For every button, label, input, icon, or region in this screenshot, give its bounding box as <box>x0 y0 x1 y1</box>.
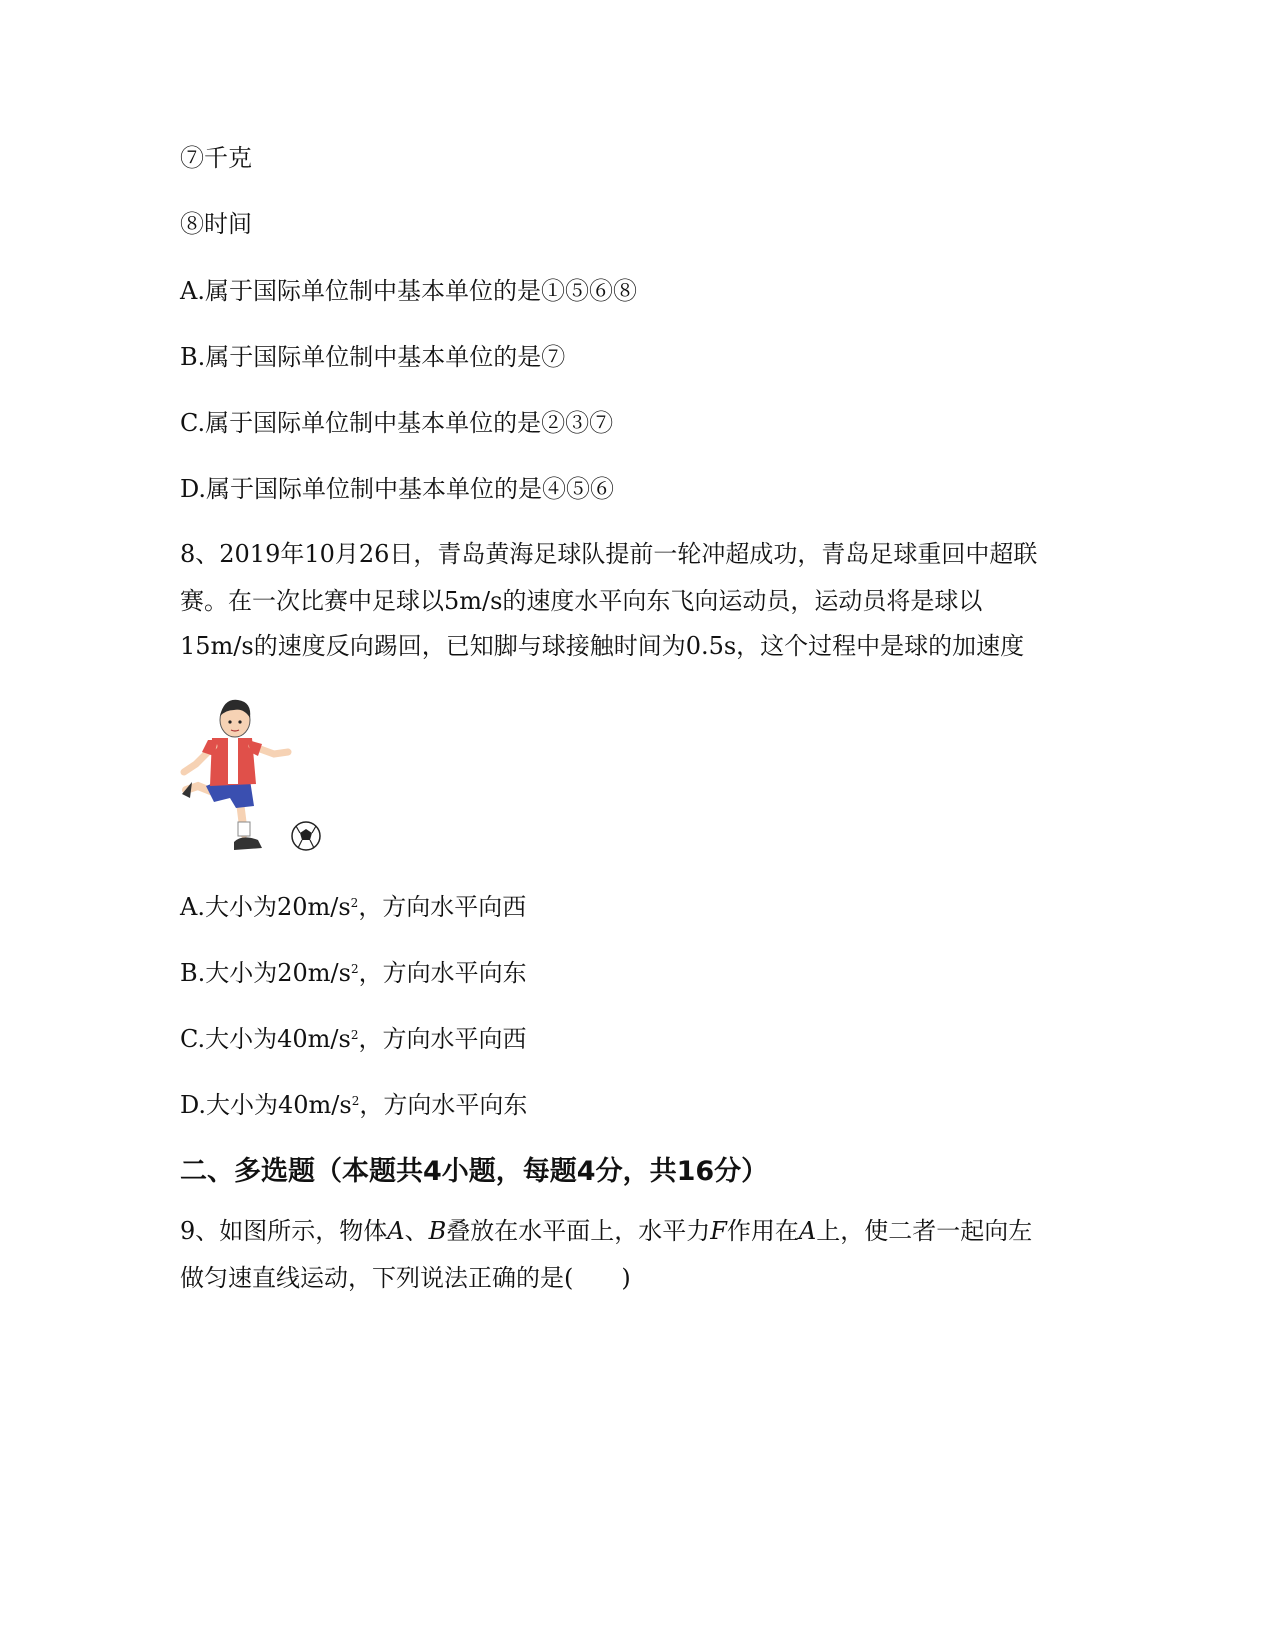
q9-stem-line-1: 9、如图所示，物体A、B叠放在水平面上，水平力F作用在A上，使二者一起向左 <box>180 1217 1033 1245</box>
q9-stem-line-2: 做匀速直线运动，下列说法正确的是( ) <box>180 1264 631 1292</box>
q7-item-7: ⑦千克 <box>180 144 252 172</box>
q8-option-a: A.大小为$20m/s^2$，方向水平向西 <box>180 893 527 921</box>
q8-stem-line-2: 赛。在一次比赛中足球以5m/s的速度水平向东飞向运动员，运动员将是球以 <box>180 587 983 615</box>
q7-item-8: ⑧时间 <box>180 210 252 238</box>
section-heading-multiple-choice: 二、多选题（本题共4小题，每题4分，共16分） <box>180 1156 769 1187</box>
q8-option-b: B.大小为$20m/s^2$，方向水平向东 <box>180 959 527 987</box>
soccer-player-illustration <box>178 694 328 859</box>
q8-stem-line-3: 15m/s的速度反向踢回，已知脚与球接触时间为0.5s，这个过程中是球的加速度 <box>180 632 1025 660</box>
soccer-player-drawing <box>178 694 328 859</box>
q7-option-a: A.属于国际单位制中基本单位的是①⑤⑥⑧ <box>180 277 637 305</box>
q8-option-d: D.大小为$40m/s^2$，方向水平向东 <box>180 1091 528 1119</box>
q8-option-c: C.大小为$40m/s^2$，方向水平向西 <box>180 1025 527 1053</box>
q7-option-d: D.属于国际单位制中基本单位的是④⑤⑥ <box>180 475 615 503</box>
q7-option-b: B.属于国际单位制中基本单位的是⑦ <box>180 343 566 371</box>
q8-stem-line-1: 8、2019年10月26日，青岛黄海足球队提前一轮冲超成功，青岛足球重回中超联 <box>180 540 1038 568</box>
q7-option-c: C.属于国际单位制中基本单位的是②③⑦ <box>180 409 614 437</box>
